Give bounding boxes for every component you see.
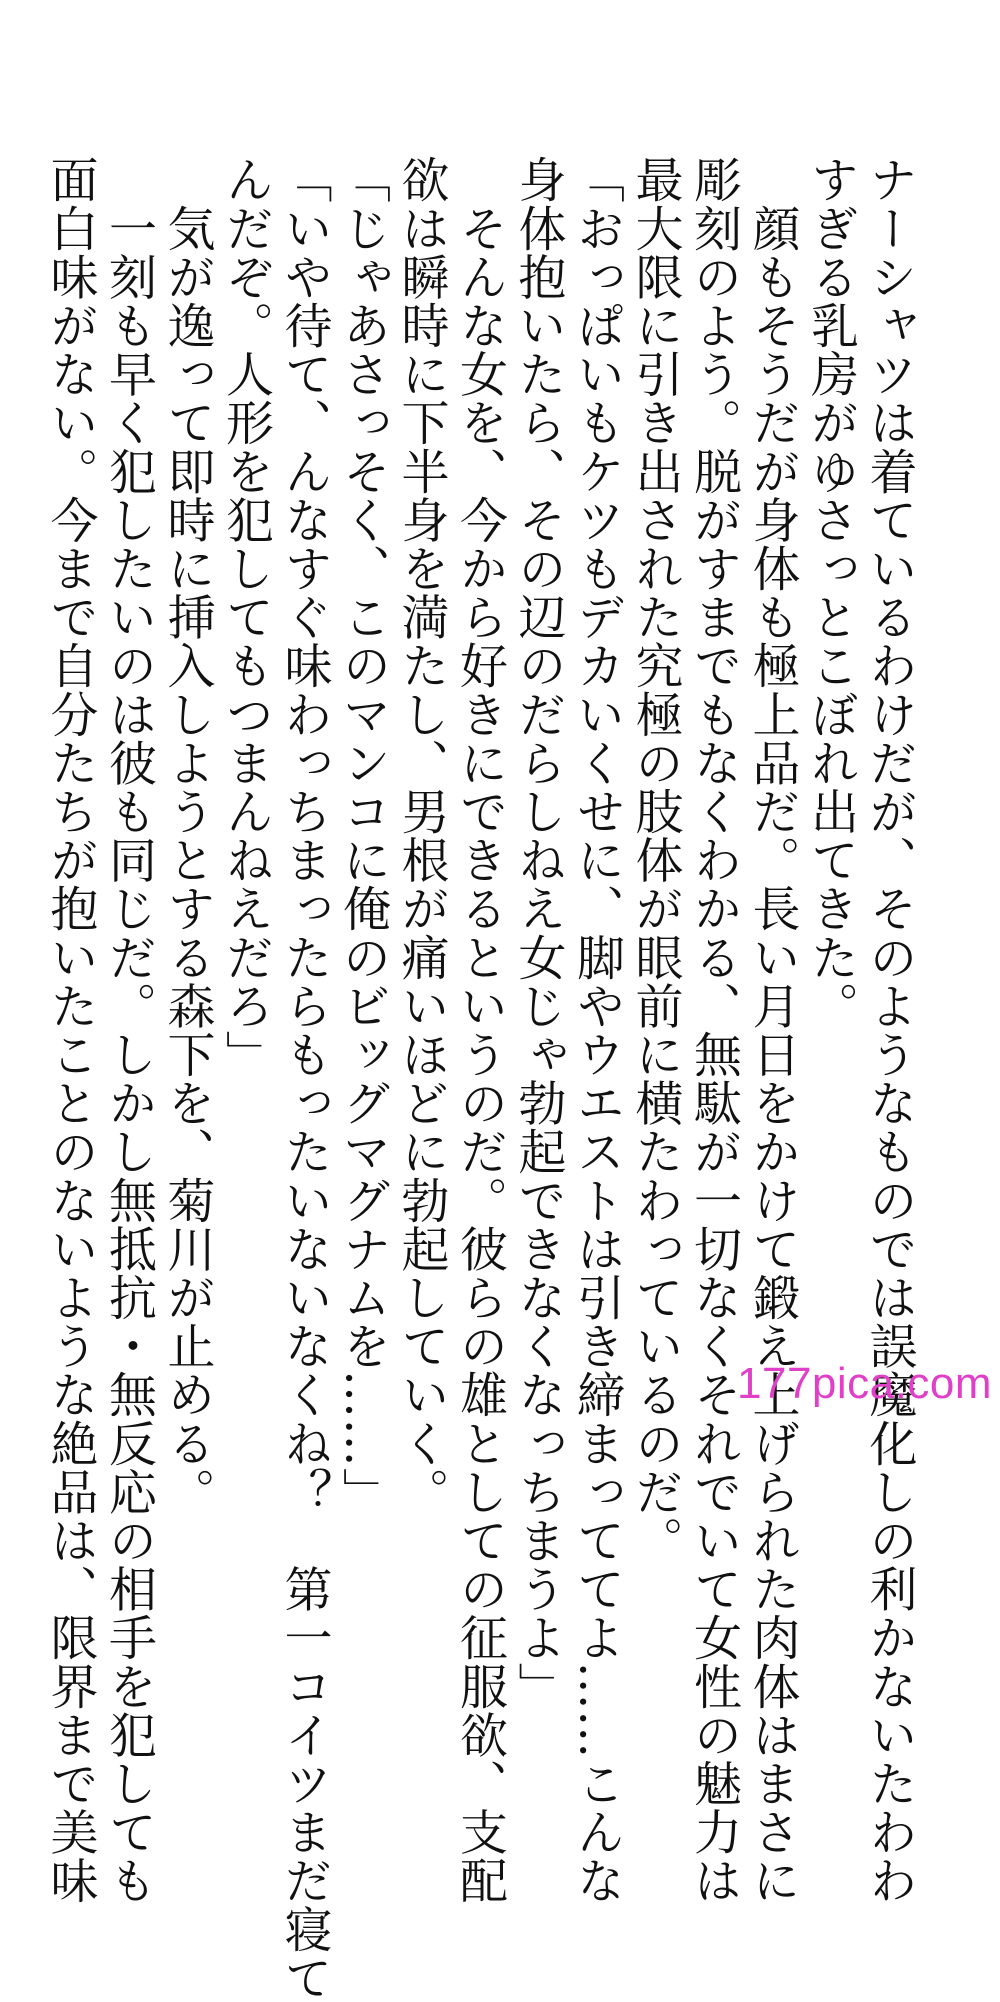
text-line: 一刻も早く犯したいのは彼も同じだ。しかし無抵抗・無反応の相手を犯しても xyxy=(100,155,157,1905)
text-line: んだぞ。人形を犯してもつまんねえだろ」 xyxy=(217,155,274,1079)
text-line: 最大限に引き出された究極の肢体が眼前に横たわっているのだ。 xyxy=(627,155,683,1565)
text-line: 欲は瞬時に下半身を満たし、男根が痛いほどに勃起していく。 xyxy=(393,155,449,1516)
text-line: ナーシャツは着ているわけだが、そのようなものでは誤魔化しの利かないたわわ xyxy=(861,155,917,1905)
text-line: 面白味がない。今まで自分たちが抱いたことのないような絶品は、限界まで美味 xyxy=(42,155,98,1905)
text-line: 顔もそうだが身体も極上品だ。長い月日をかけて鍛え上げられた肉体はまさに xyxy=(744,155,800,1905)
text-line: 「おっぱいもケツもデカいくせに、脚やウエストは引き締まっててよ……こんな xyxy=(568,155,625,1905)
text-line: 彫刻のよう。脱がすまでもなくわかる、無駄が一切なくそれでいて女性の魅力は xyxy=(685,155,742,1905)
text-line: 身体抱いたら、その辺のだらしねえ女じゃ勃起できなくなっちまうよ」 xyxy=(510,155,566,1711)
text-line: 「じゃあさっそく、このマンコに俺のビッグマグナムを……」 xyxy=(334,155,391,1516)
text-line: すぎる乳房がゆさっとこぼれ出てきた。 xyxy=(802,155,859,1030)
text-line: そんな女を、今から好きにできるというのだ。彼らの雄としての征服欲、支配 xyxy=(451,155,508,1905)
text-line: 気が逸って即時に挿入しようとする森下を、菊川が止める。 xyxy=(159,155,215,1516)
watermark-logo: 177pica.com xyxy=(737,1359,992,1408)
text-line: 「いや待て、んなすぐ味わっちまったらもったいないなくね？ 第一コイツまだ寝て xyxy=(276,155,332,2002)
